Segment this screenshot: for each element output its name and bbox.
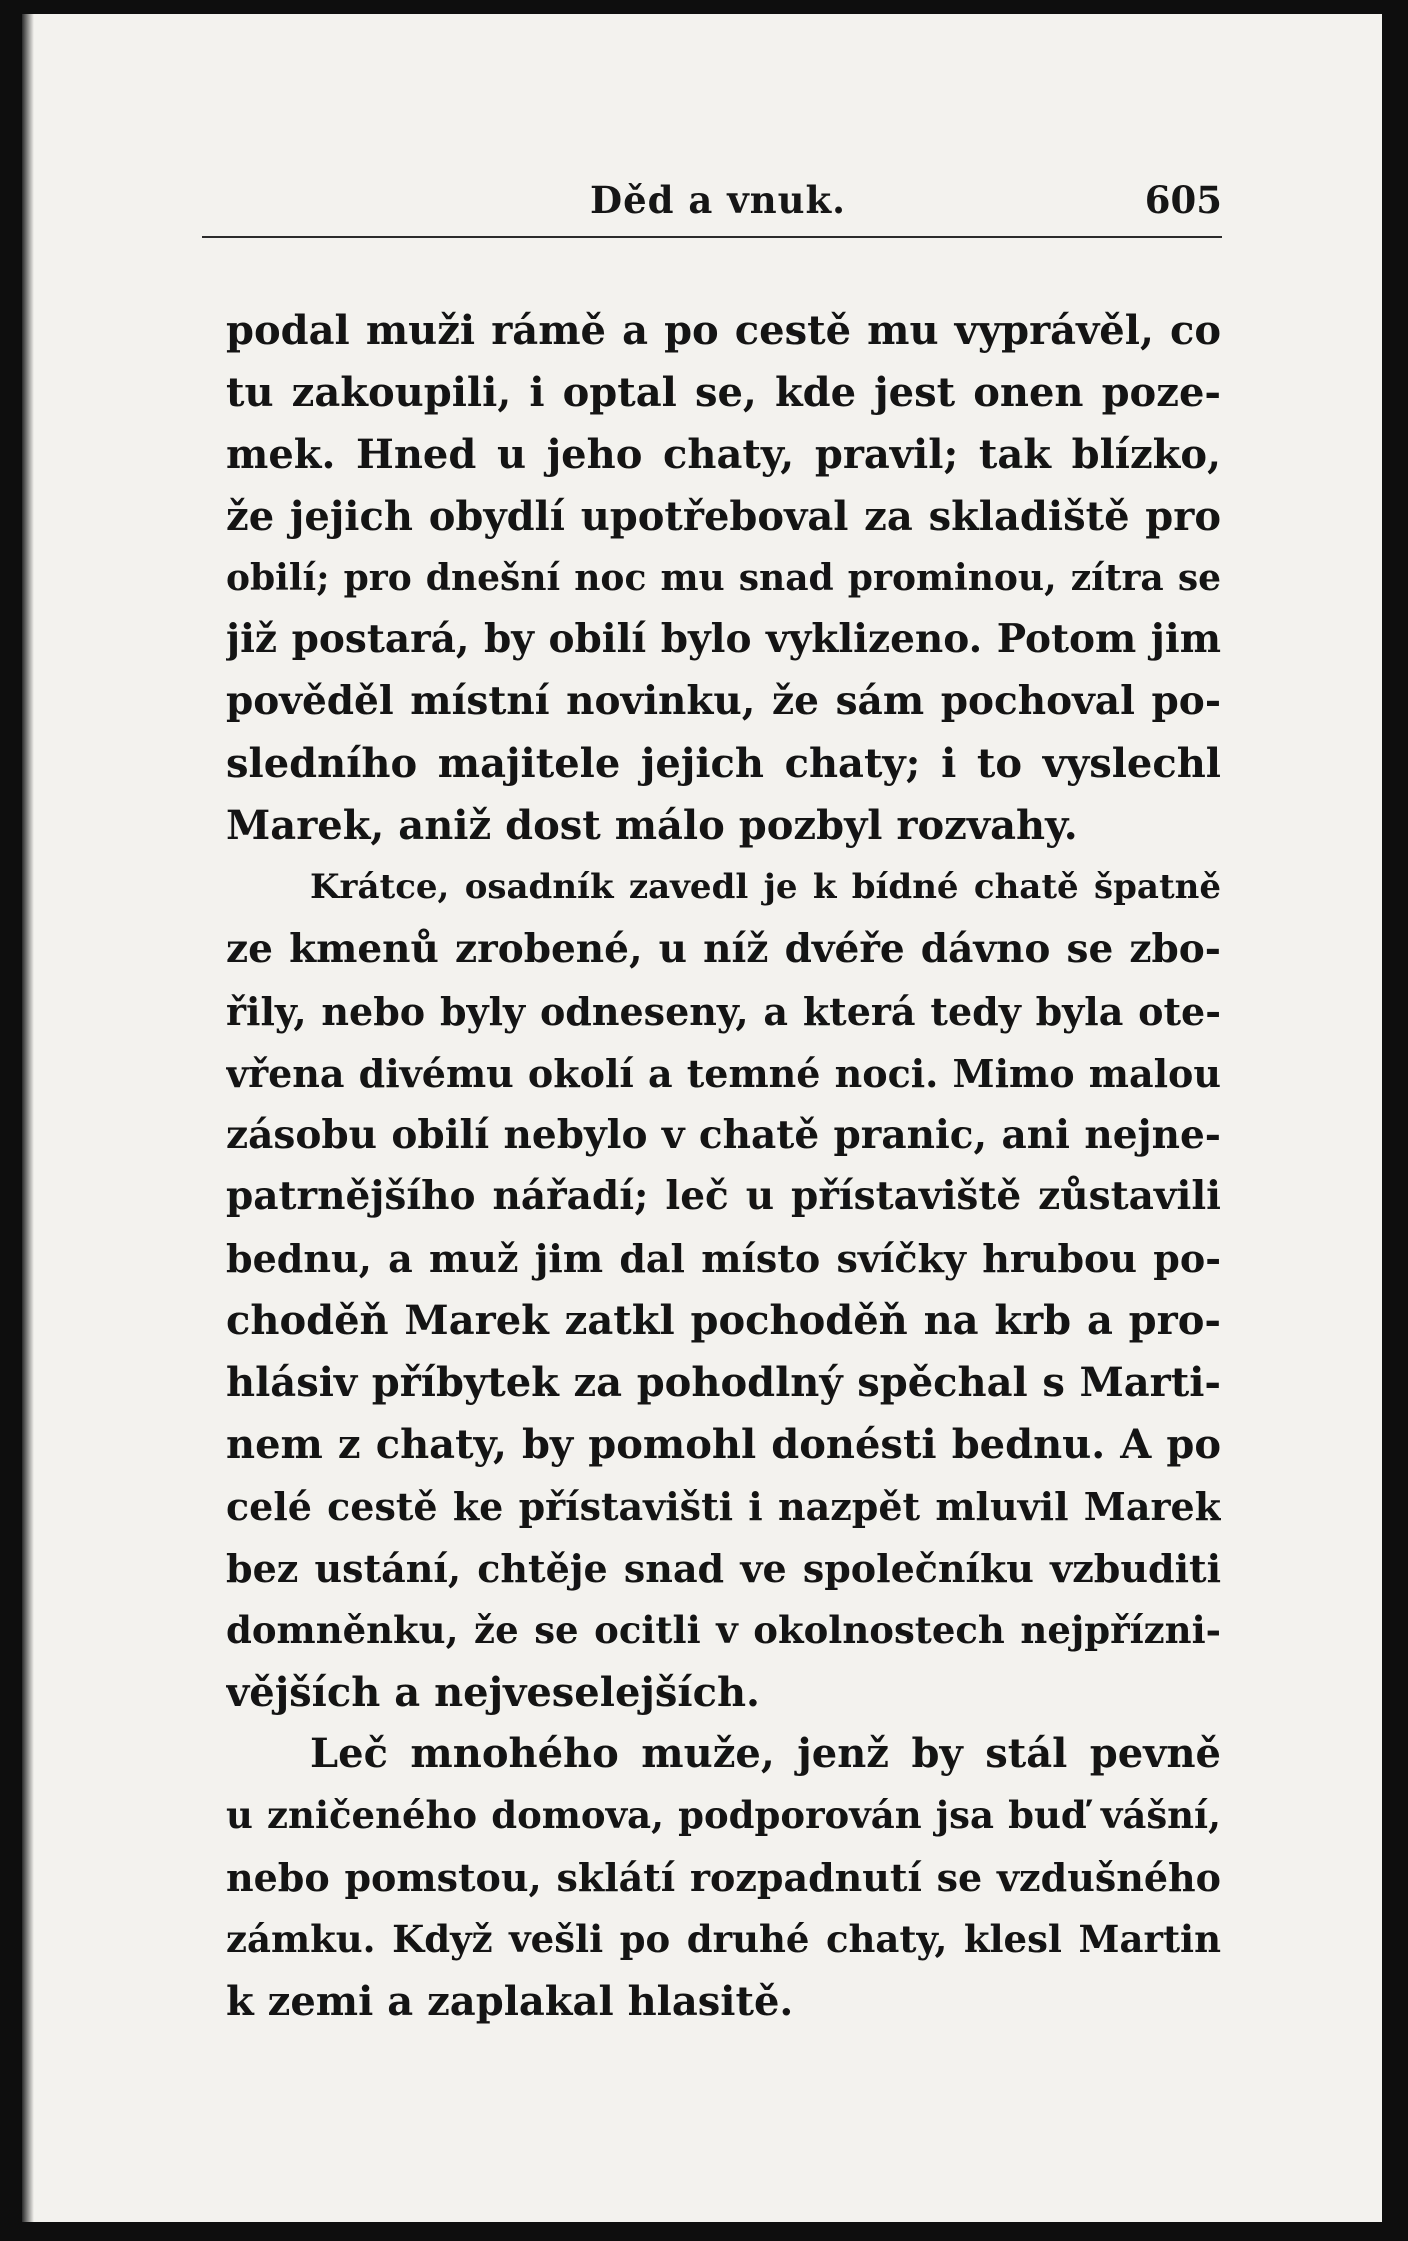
text-line: zásobu obilí nebylo v chatě pranic, ani nejne- bbox=[226, 1111, 1221, 1158]
text-line: bez ustání, chtěje snad ve společníku vzbuditi bbox=[226, 1545, 1221, 1591]
text-line: již postará, by obilí bylo vyklizeno. Potom jim bbox=[226, 616, 1221, 663]
text-line: patrnějšího nářadí; leč u přístaviště zůstavili bbox=[226, 1173, 1221, 1220]
text-line: bednu, a muž jim dal místo svíčky hrubou po- bbox=[226, 1236, 1221, 1282]
text-line: domněnku, že se ocitli v okolnostech nejpřízni- bbox=[226, 1607, 1221, 1652]
text-line: nem z chaty, by pomohl donésti bednu. A po bbox=[226, 1421, 1221, 1469]
running-title: Děd a vnuk. bbox=[590, 178, 847, 222]
text-line: celé cestě ke přístavišti i nazpět mluvil Marek bbox=[226, 1483, 1221, 1529]
page-gutter bbox=[22, 14, 34, 2222]
text-line: mek. Hned u jeho chaty, pravil; tak blízko, bbox=[226, 430, 1221, 478]
page-number: 605 bbox=[1144, 178, 1222, 222]
text-line: hlásiv příbytek za pohodlný spěchal s Marti- bbox=[226, 1359, 1221, 1407]
running-header bbox=[202, 178, 1222, 232]
header-rule bbox=[202, 236, 1222, 238]
text-line: pověděl místní novinku, že sám pochoval po- bbox=[226, 678, 1221, 725]
text-line: ze kmenů zrobené, u níž dvéře dávno se zbo- bbox=[226, 925, 1221, 972]
text-line: sledního majitele jejich chaty; i to vyslechl bbox=[226, 740, 1221, 788]
text-line: Leč mnohého muže, jenž by stál pevně bbox=[310, 1730, 1221, 1778]
text-line: vřena divému okolí a temné noci. Mimo malou bbox=[226, 1050, 1221, 1096]
text-line: choděň Marek zatkl pochoděň na krb a pro- bbox=[226, 1297, 1221, 1345]
text-line: Krátce, osadník zavedl je k bídné chatě špatně bbox=[310, 867, 1221, 908]
text-line: zámku. Když vešli po druhé chaty, klesl Martin bbox=[226, 1917, 1221, 1962]
text-line: nebo pomstou, sklátí rozpadnutí se vzdušného bbox=[226, 1855, 1221, 1901]
text-line: u zničeného domova, podporován jsa buď vášní, bbox=[226, 1793, 1221, 1838]
text-line: tu zakoupili, i optal se, kde jest onen poze- bbox=[226, 368, 1221, 416]
text-line: že jejich obydlí upotřeboval za skladiště pro bbox=[226, 492, 1221, 540]
text-line: podal muži rámě a po cestě mu vyprávěl, co bbox=[226, 307, 1221, 354]
text-line: vějších a nejveselejších. bbox=[226, 1668, 760, 1716]
text-line: k zemi a zaplakal hlasitě. bbox=[226, 1978, 794, 2026]
text-line: řily, nebo byly odneseny, a která tedy byla ote- bbox=[226, 988, 1221, 1034]
body-text bbox=[226, 300, 1221, 2033]
text-line: obilí; pro dnešní noc mu snad prominou, zítra se bbox=[226, 556, 1221, 599]
text-line: Marek, aniž dost málo pozbyl rozvahy. bbox=[226, 802, 1078, 850]
book-page bbox=[22, 14, 1382, 2222]
